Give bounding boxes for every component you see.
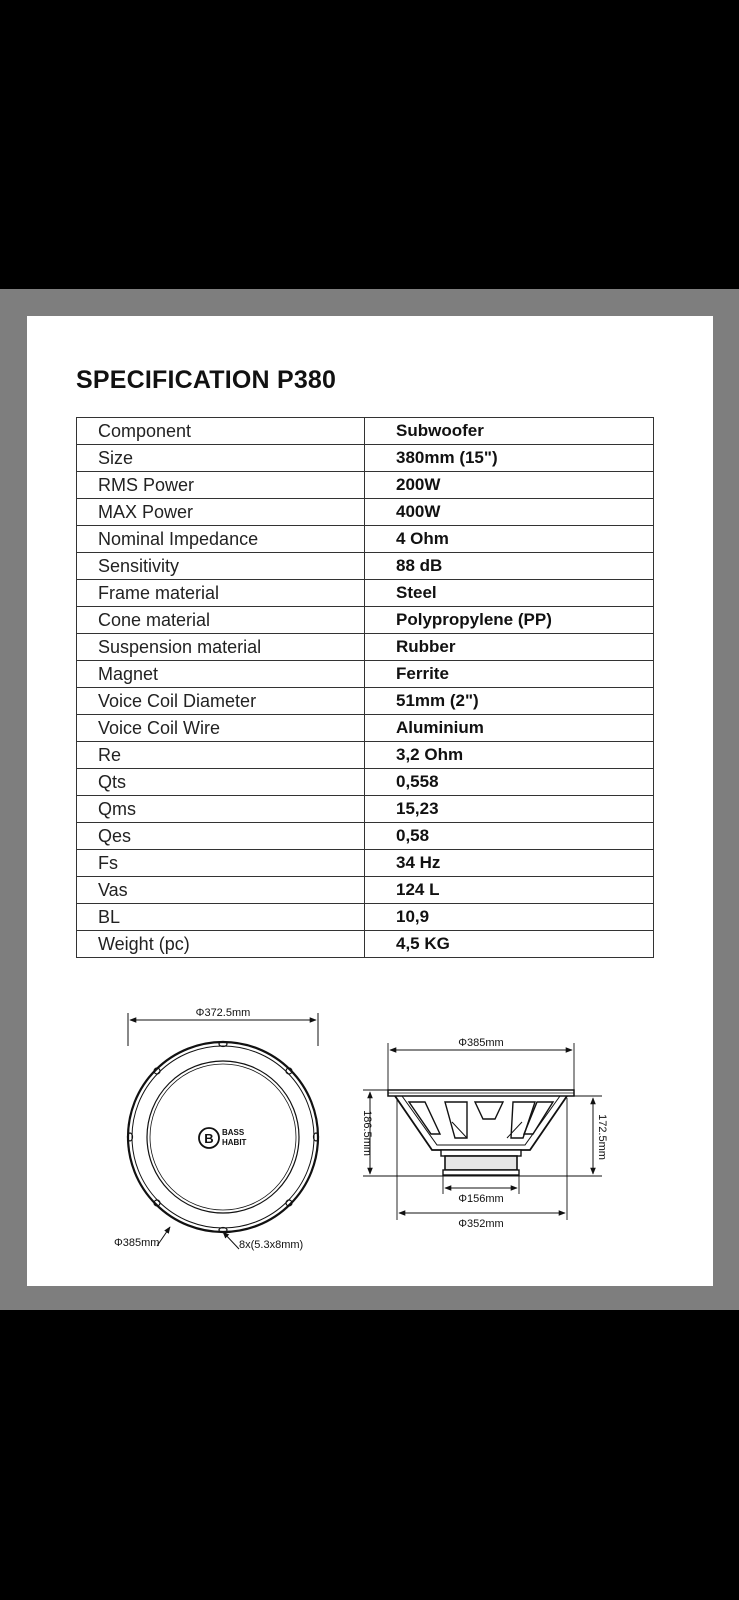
spec-value: Rubber — [365, 634, 654, 661]
spec-label: Fs — [77, 850, 365, 877]
spec-label: Qts — [77, 769, 365, 796]
spec-row — [77, 742, 654, 769]
spec-value: 10,9 — [365, 904, 654, 931]
spec-label: Qms — [77, 796, 365, 823]
spec-row — [77, 445, 654, 472]
spec-label: Sensitivity — [77, 553, 365, 580]
spec-label: Magnet — [77, 661, 365, 688]
spec-label: Vas — [77, 877, 365, 904]
spec-value: 3,2 Ohm — [365, 742, 654, 769]
logo-line-1: BASS — [222, 1128, 245, 1137]
spec-row — [77, 499, 654, 526]
spec-value: 34 Hz — [365, 850, 654, 877]
spec-row — [77, 607, 654, 634]
spec-value: 88 dB — [365, 553, 654, 580]
spec-value: 51mm (2") — [365, 688, 654, 715]
outer-diameter-label: Φ385mm — [114, 1237, 160, 1249]
spec-row — [77, 796, 654, 823]
frame-diameter-label: Φ385mm — [458, 1037, 504, 1049]
spec-label: Size — [77, 445, 365, 472]
spec-label: Suspension material — [77, 634, 365, 661]
spec-sheet — [27, 316, 713, 1286]
spec-value: Steel — [365, 580, 654, 607]
spec-row — [77, 553, 654, 580]
spec-value: 4,5 KG — [365, 931, 654, 958]
spec-value: 400W — [365, 499, 654, 526]
speaker-drawings — [27, 1000, 713, 1270]
spec-table — [76, 417, 654, 958]
spec-row — [77, 931, 654, 958]
spec-label: Re — [77, 742, 365, 769]
spec-row — [77, 850, 654, 877]
spec-row — [77, 715, 654, 742]
spec-label: RMS Power — [77, 472, 365, 499]
spec-label: Frame material — [77, 580, 365, 607]
spec-value: 15,23 — [365, 796, 654, 823]
mounting-holes-label: 8x(5.3x8mm) — [239, 1239, 304, 1251]
spec-row — [77, 823, 654, 850]
page-title: SPECIFICATION P380 — [76, 366, 337, 394]
spec-value: 380mm (15") — [365, 445, 654, 472]
spec-row — [77, 472, 654, 499]
spec-label: Cone material — [77, 607, 365, 634]
spec-value: Ferrite — [365, 661, 654, 688]
cutout-diameter-label: Φ352mm — [458, 1218, 504, 1230]
spec-row — [77, 877, 654, 904]
spec-label: Nominal Impedance — [77, 526, 365, 553]
spec-row — [77, 634, 654, 661]
spec-label: Weight (pc) — [77, 931, 365, 958]
spec-value: 124 L — [365, 877, 654, 904]
spec-label: Qes — [77, 823, 365, 850]
spec-row — [77, 661, 654, 688]
spec-value: 0,558 — [365, 769, 654, 796]
spec-value: Polypropylene (PP) — [365, 607, 654, 634]
bass-habit-logo — [199, 1128, 247, 1148]
spec-row — [77, 580, 654, 607]
logo-mark: B — [204, 1131, 214, 1146]
spec-row — [77, 418, 654, 445]
spec-value: 0,58 — [365, 823, 654, 850]
spec-row — [77, 904, 654, 931]
spec-value: 4 Ohm — [365, 526, 654, 553]
inner-diameter-label: Φ372.5mm — [195, 1007, 251, 1019]
spec-label: BL — [77, 904, 365, 931]
spec-label: Voice Coil Diameter — [77, 688, 365, 715]
spec-value: Subwoofer — [365, 418, 654, 445]
spec-label: Voice Coil Wire — [77, 715, 365, 742]
spec-row — [77, 688, 654, 715]
spec-value: Aluminium — [365, 715, 654, 742]
spec-row — [77, 769, 654, 796]
logo-line-2: HABIT — [222, 1138, 247, 1147]
mounting-depth-label: 172.5mm — [596, 1114, 608, 1160]
spec-row — [77, 526, 654, 553]
spec-value: 200W — [365, 472, 654, 499]
magnet-diameter-label: Φ156mm — [458, 1193, 504, 1205]
spec-label: MAX Power — [77, 499, 365, 526]
spec-label: Component — [77, 418, 365, 445]
total-depth-label: 186.5mm — [361, 1110, 373, 1156]
